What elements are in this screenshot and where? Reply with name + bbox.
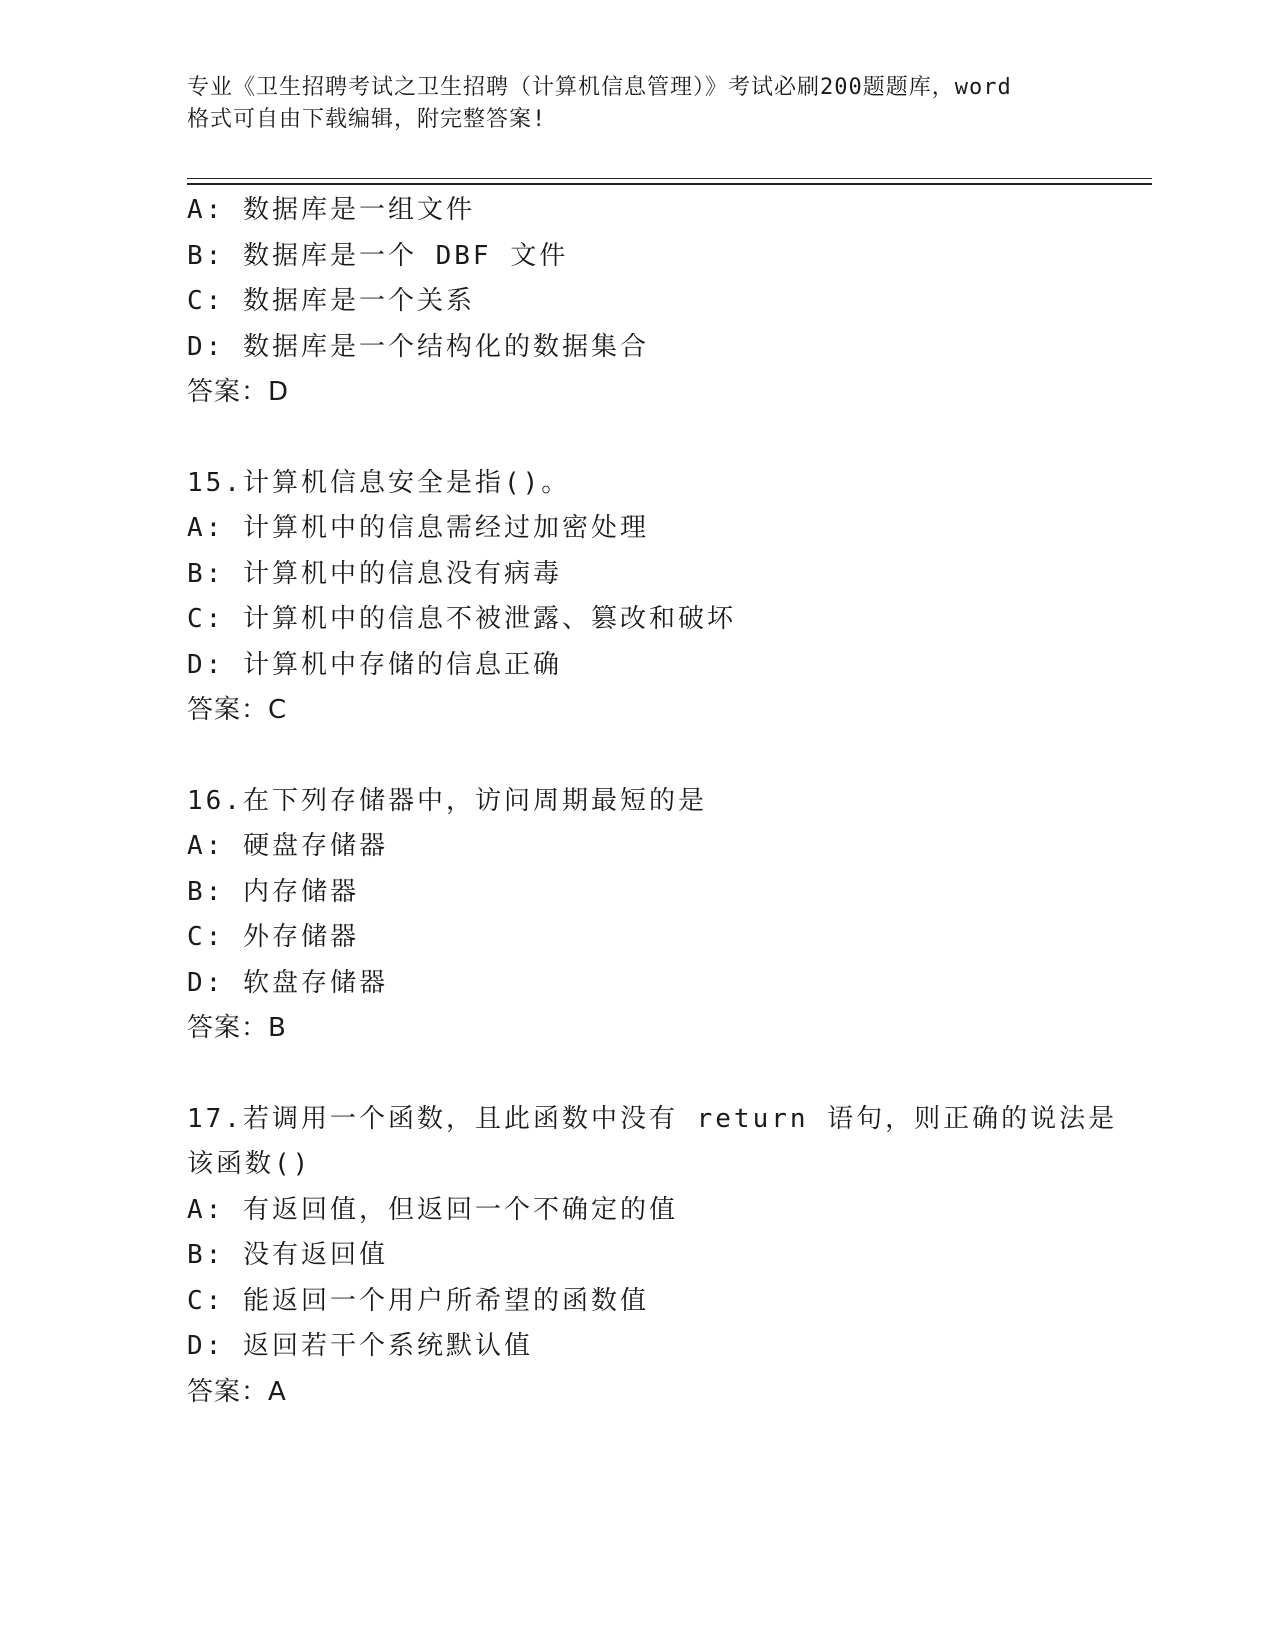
question-17 — [187, 1097, 1147, 1416]
question-16 — [187, 779, 1147, 1052]
option-a: A: 硬盘存储器 — [187, 831, 388, 861]
option-d: D: 返回若干个系统默认值 — [187, 1331, 533, 1361]
question-list — [187, 188, 1147, 1415]
option-d: D: 数据库是一个结构化的数据集合 — [187, 331, 649, 362]
answer-line: 答案：D — [187, 377, 290, 407]
answer-line: 答案：B — [187, 1013, 287, 1043]
option-a: A: 有返回值，但返回一个不确定的值 — [187, 1194, 678, 1225]
question-text-line-2: 该函数() — [187, 1149, 312, 1179]
answer-line: 答案：C — [187, 695, 288, 725]
header-divider-thick — [187, 183, 1152, 185]
option-c: C: 外存储器 — [187, 922, 359, 952]
document-header — [187, 72, 1087, 136]
option-b: B: 数据库是一个 DBF 文件 — [187, 240, 569, 271]
question-text: 15.计算机信息安全是指()。 — [187, 467, 571, 498]
option-a: A: 数据库是一组文件 — [187, 195, 475, 225]
question-14 — [187, 188, 1147, 416]
answer-line: 答案：A — [187, 1376, 287, 1407]
option-b: B: 没有返回值 — [187, 1240, 388, 1270]
option-a: A: 计算机中的信息需经过加密处理 — [187, 513, 649, 543]
option-c: C: 能返回一个用户所希望的函数值 — [187, 1285, 649, 1316]
option-c: C: 计算机中的信息不被泄露、篡改和破坏 — [187, 604, 736, 634]
question-15 — [187, 461, 1147, 734]
header-line-1: 专业《卫生招聘考试之卫生招聘（计算机信息管理）》考试必刷200题题库，word — [187, 75, 1012, 100]
spacer — [187, 734, 1147, 779]
header-divider-thin — [187, 178, 1152, 179]
question-text: 16.在下列存储器中，访问周期最短的是 — [187, 785, 707, 816]
option-c: C: 数据库是一个关系 — [187, 286, 475, 316]
header-line-2: 格式可自由下载编辑，附完整答案! — [187, 107, 547, 132]
option-d: D: 计算机中存储的信息正确 — [187, 649, 562, 680]
option-b: B: 内存储器 — [187, 876, 359, 907]
spacer — [187, 1052, 1147, 1097]
question-text-line-1: 17.若调用一个函数，且此函数中没有 return 语句，则正确的说法是 — [187, 1103, 1118, 1134]
option-d: D: 软盘存储器 — [187, 967, 388, 998]
option-b: B: 计算机中的信息没有病毒 — [187, 558, 562, 589]
spacer — [187, 416, 1147, 461]
